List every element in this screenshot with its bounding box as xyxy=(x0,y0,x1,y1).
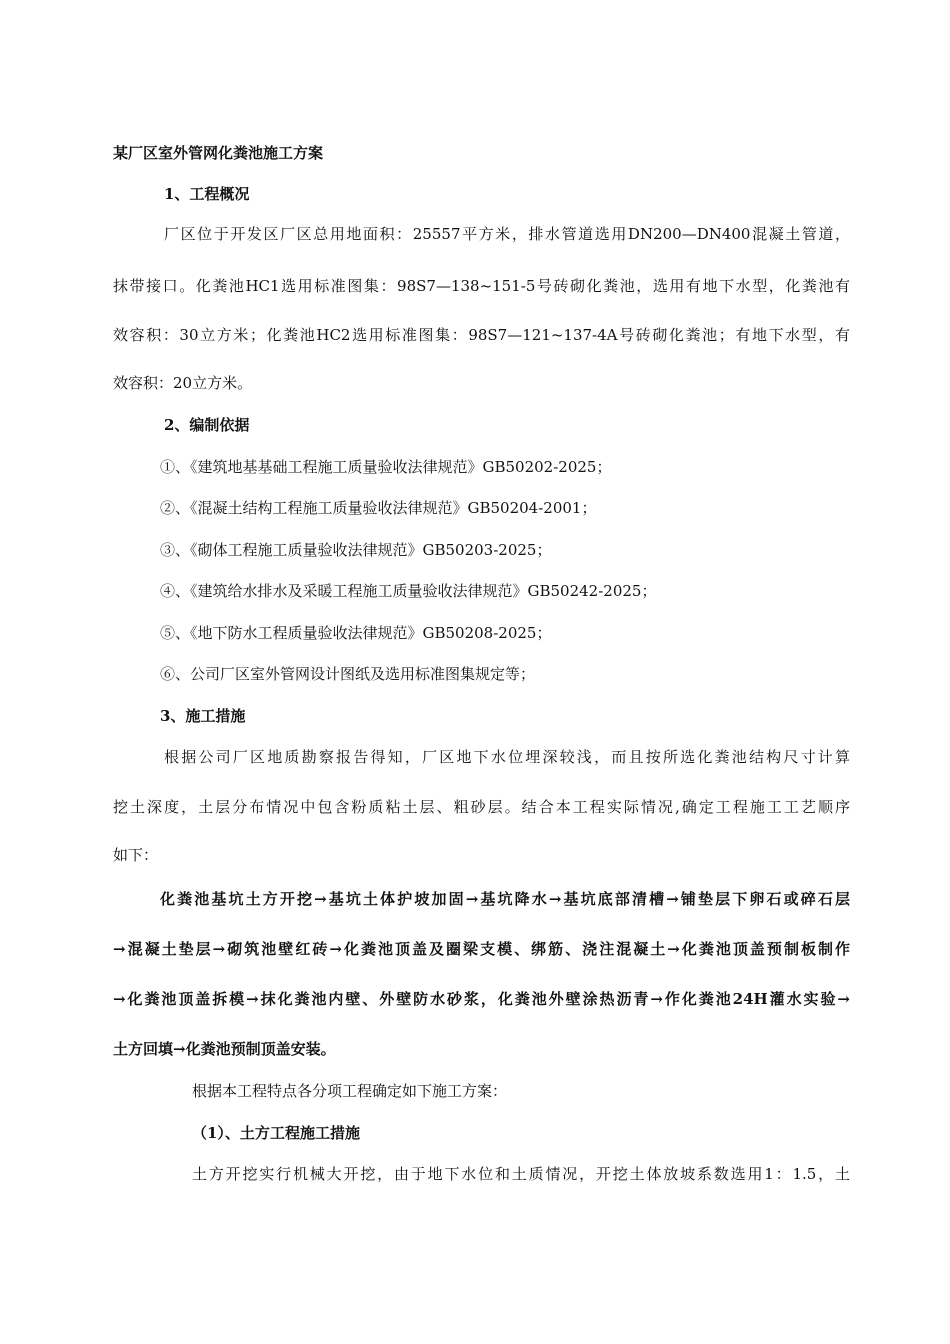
plan-intro: 根据本工程特点各分项工程确定如下施工方案： xyxy=(192,1082,508,1100)
list-item: ①、《建筑地基基础工程施工质量验收法律规范》GB50202-2025； xyxy=(160,458,612,476)
section-heading-overview: 1、工程概况 xyxy=(164,185,250,203)
process-line: 土方回填→化粪池预制顶盖安装。 xyxy=(113,1040,336,1058)
list-item: ⑤、《地下防水工程质量验收法律规范》GB50208-2025； xyxy=(160,624,552,642)
list-item: ②、《混凝土结构工程施工质量验收法律规范》GB50204-2001； xyxy=(160,499,597,517)
paragraph-line: 如下： xyxy=(113,846,159,864)
paragraph-line: 挖土深度，土层分布情况中包含粉质粘土层、粗砂层。结合本工程实际情况,确定工程施工工艺顺序 xyxy=(113,798,850,816)
paragraph-line: 效容积：20立方米。 xyxy=(113,374,253,392)
process-line: →化粪池顶盖拆模→抹化粪池内壁、外壁防水砂浆，化粪池外壁涂热沥青→作化粪池24H灌水实验→ xyxy=(113,990,850,1008)
section-heading-basis: 2、编制依据 xyxy=(164,416,250,434)
list-item: ④、《建筑给水排水及采暖工程施工质量验收法律规范》GB50242-2025； xyxy=(160,582,657,600)
list-item: ⑥、公司厂区室外管网设计图纸及选用标准图集规定等； xyxy=(160,665,536,683)
paragraph-line: 效容积：30立方米；化粪池HC2选用标准图集：98S7—121~137-4A号砖砌化粪池；有地下水型，有 xyxy=(113,326,850,344)
paragraph-line: 土方开挖实行机械大开挖，由于地下水位和土质情况，开挖土体放坡系数选用1：1.5，土 xyxy=(192,1165,850,1183)
process-line: →混凝土垫层→砌筑池壁红砖→化粪池顶盖及圈梁支模、绑筋、浇注混凝土→化粪池顶盖预制板制作 xyxy=(113,940,850,958)
paragraph-line: 抹带接口。化粪池HC1选用标准图集：98S7—138~151-5号砖砌化粪池，选用有地下水型，化粪池有 xyxy=(113,277,850,295)
document-title: 某厂区室外管网化粪池施工方案 xyxy=(113,144,324,162)
subsection-heading-earthwork: （1）、土方工程施工措施 xyxy=(192,1124,360,1142)
list-item: ③、《砌体工程施工质量验收法律规范》GB50203-2025； xyxy=(160,541,552,559)
section-heading-measures: 3、施工措施 xyxy=(160,707,246,725)
process-line: 化粪池基坑土方开挖→基坑土体护坡加固→基坑降水→基坑底部清槽→铺垫层下卵石或碎石层 xyxy=(160,890,850,908)
paragraph-line: 厂区位于开发区厂区总用地面积：25557平方米，排水管道选用DN200—DN400混凝土管道， xyxy=(164,225,850,243)
paragraph-line: 根据公司厂区地质勘察报告得知，厂区地下水位埋深较浅，而且按所选化粪池结构尺寸计算 xyxy=(164,748,850,766)
